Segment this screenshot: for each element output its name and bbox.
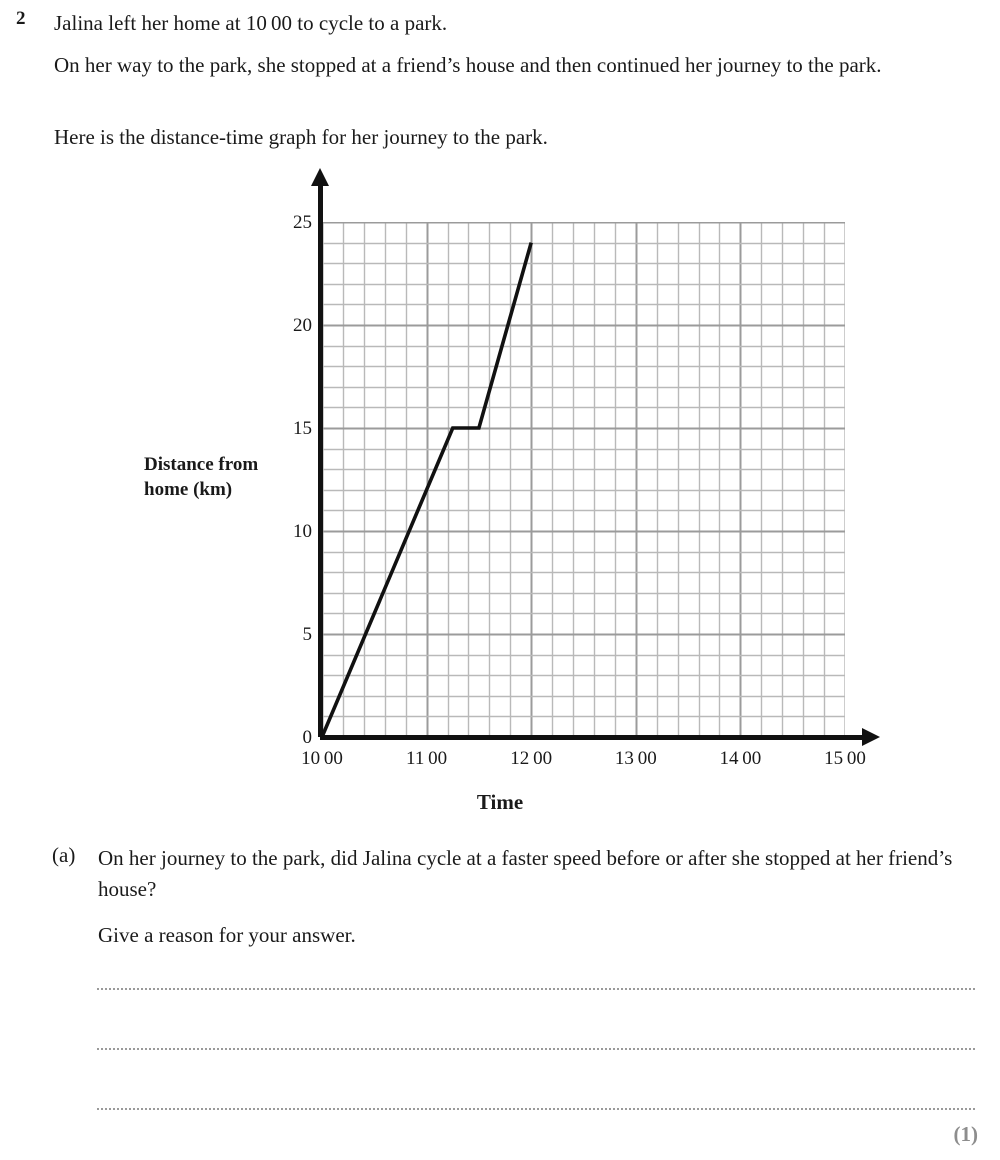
y-axis-arrow-icon	[311, 168, 329, 186]
y-tick-label: 25	[293, 212, 312, 233]
y-axis-label-line2: home (km)	[144, 479, 233, 500]
x-tick-label: 14 00	[719, 748, 762, 769]
x-axis-arrow-icon	[862, 728, 880, 746]
journey-line	[322, 222, 845, 737]
plot-area	[322, 222, 845, 737]
marks-indicator: (1)	[953, 1122, 978, 1146]
y-tick-label: 10	[293, 521, 312, 542]
x-axis-tick-labels	[0, 748, 1000, 778]
part-a-letter: (a)	[52, 843, 76, 867]
question-line-1: Jalina left her home at 10 00 to cycle to a park.	[54, 11, 448, 35]
question-line-2: On her way to the park, she stopped at a friend’s house and then continued her journey to the park.	[54, 53, 882, 77]
answer-line-2[interactable]	[97, 1048, 975, 1051]
x-axis	[320, 735, 865, 740]
y-axis-tick-labels	[268, 170, 312, 750]
question-line-3: Here is the distance-time graph for her journey to the park.	[54, 125, 548, 149]
y-tick-label: 15	[293, 418, 312, 439]
x-tick-label: 13 00	[614, 748, 657, 769]
y-axis	[318, 182, 323, 737]
part-a-text: On her journey to the park, did Jalina cycle at a faster speed before or after she stopped at her friend’s house?	[98, 846, 953, 901]
y-tick-label: 0	[302, 727, 312, 748]
x-tick-label: 11 00	[406, 748, 448, 769]
y-tick-label: 5	[302, 624, 312, 645]
part-a-subtext: Give a reason for your answer.	[98, 923, 356, 947]
answer-line-1[interactable]	[97, 988, 975, 991]
distance-time-graph	[0, 170, 1000, 820]
x-tick-label: 15 00	[824, 748, 866, 769]
y-tick-label: 20	[293, 315, 312, 336]
x-axis-label: Time	[476, 790, 524, 814]
x-tick-label: 10 00	[301, 748, 343, 769]
question-number: 2	[16, 8, 26, 29]
y-axis-label-line1: Distance from	[144, 454, 259, 475]
x-tick-label: 12 00	[510, 748, 553, 769]
answer-line-3[interactable]	[97, 1108, 975, 1111]
